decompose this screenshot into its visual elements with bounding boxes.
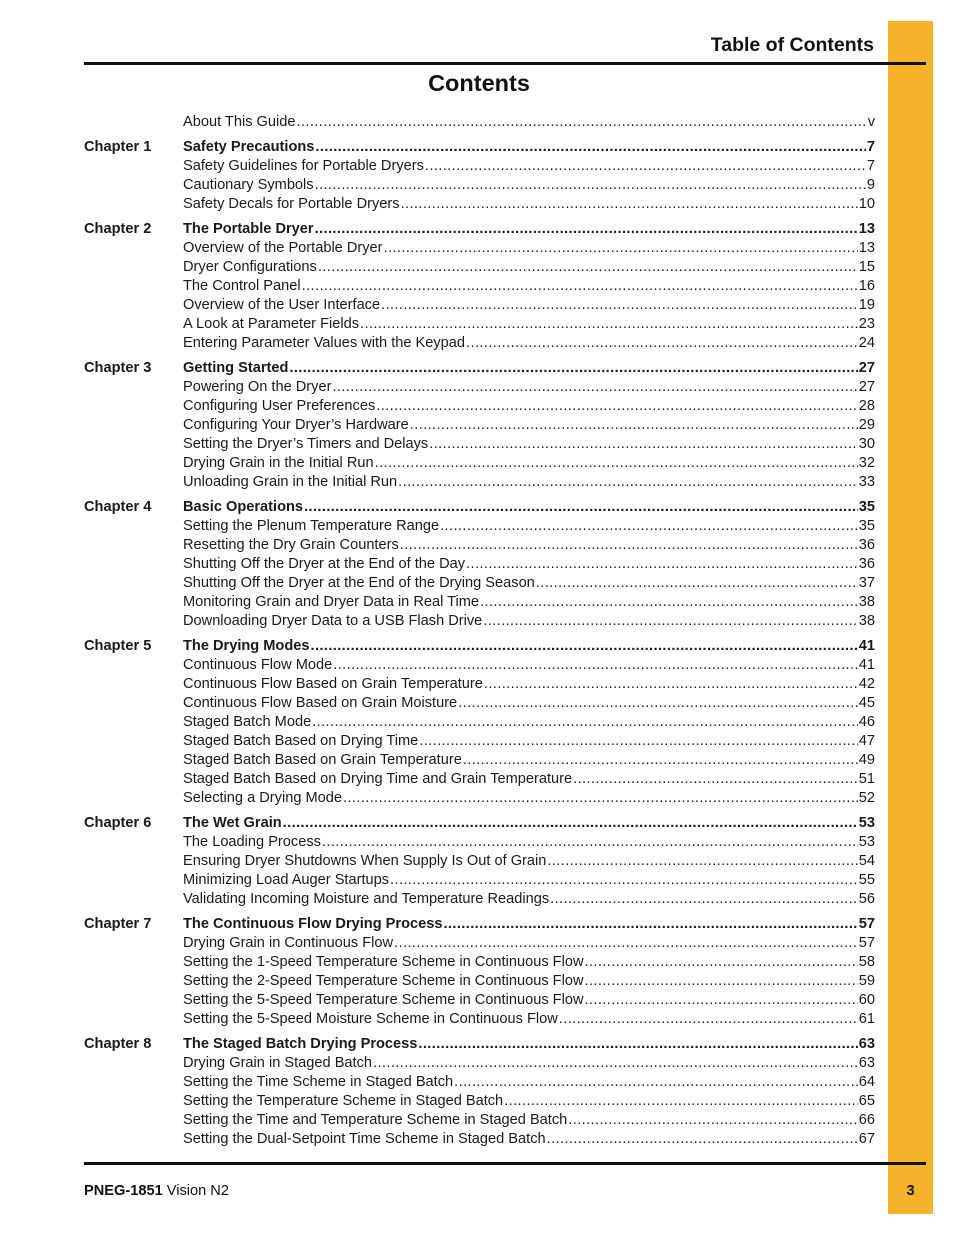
toc-entry[interactable] xyxy=(84,852,875,871)
dot-leader xyxy=(443,915,857,934)
toc-page-number[interactable]: 57 xyxy=(858,916,875,932)
header-divider xyxy=(84,62,926,65)
toc-page-number[interactable]: 27 xyxy=(858,379,875,395)
chapter-number: Chapter 8 xyxy=(84,1036,152,1052)
toc-entry[interactable] xyxy=(84,1111,875,1130)
toc-chapter-entry[interactable] xyxy=(84,1035,875,1054)
dot-leader xyxy=(315,220,858,239)
toc-page-number[interactable]: 61 xyxy=(858,1011,875,1027)
toc-entry[interactable] xyxy=(84,751,875,770)
toc-page-number[interactable]: 57 xyxy=(858,935,875,951)
chapter-number: Chapter 6 xyxy=(84,815,152,831)
toc-entry-title[interactable]: Continuous Flow Based on Grain Moisture xyxy=(183,695,458,711)
toc-line xyxy=(183,498,875,517)
dot-leader xyxy=(484,675,858,694)
toc-page-number[interactable]: 35 xyxy=(858,499,875,515)
toc-line xyxy=(183,113,875,132)
dot-leader xyxy=(312,713,858,732)
toc-entry-title[interactable]: Drying Grain in the Initial Run xyxy=(183,455,374,471)
toc-line xyxy=(183,814,875,833)
toc-page-number[interactable]: 56 xyxy=(858,891,875,907)
dot-leader xyxy=(343,789,858,808)
toc-entry[interactable] xyxy=(84,675,875,694)
toc-entry[interactable] xyxy=(84,953,875,972)
toc-entry-title[interactable]: Cautionary Symbols xyxy=(183,177,314,193)
toc-chapter-entry[interactable] xyxy=(84,359,875,378)
toc-page-number[interactable]: 29 xyxy=(858,417,875,433)
dot-leader xyxy=(289,359,857,378)
dot-leader xyxy=(418,1035,857,1054)
toc-entry-title[interactable]: Ensuring Dryer Shutdowns When Supply Is Out of Grain xyxy=(183,853,547,869)
dot-leader xyxy=(322,833,858,852)
toc-entry-title[interactable]: The Wet Grain xyxy=(183,815,282,831)
dot-leader xyxy=(376,397,858,416)
dot-leader xyxy=(333,656,858,675)
toc-page-number[interactable]: 59 xyxy=(858,973,875,989)
toc-line xyxy=(183,138,875,157)
dot-leader xyxy=(297,113,867,132)
toc-page-number[interactable]: 67 xyxy=(858,1131,875,1147)
toc-line xyxy=(183,454,875,473)
footer-document-id xyxy=(84,1183,229,1199)
toc-line xyxy=(183,852,875,871)
toc-entry-title[interactable]: Setting the Dual-Setpoint Time Scheme in Staged Batch xyxy=(183,1131,546,1147)
toc-line xyxy=(183,1010,875,1029)
toc-page-number[interactable]: 9 xyxy=(866,177,875,193)
toc-entry[interactable] xyxy=(84,871,875,890)
toc-page-number[interactable]: 58 xyxy=(858,954,875,970)
toc-line xyxy=(183,637,875,656)
dot-leader xyxy=(483,612,857,631)
toc-line xyxy=(183,789,875,808)
toc-page-number[interactable]: 60 xyxy=(858,992,875,1008)
toc-line xyxy=(183,473,875,492)
toc-page-number[interactable]: 15 xyxy=(858,259,875,275)
toc-line xyxy=(183,555,875,574)
toc-chapter-entry[interactable] xyxy=(84,637,875,656)
toc-entry[interactable] xyxy=(84,972,875,991)
toc-entry[interactable] xyxy=(84,536,875,555)
toc-entry[interactable] xyxy=(84,555,875,574)
toc-entry-title[interactable]: Safety Guidelines for Portable Dryers xyxy=(183,158,424,174)
toc-line xyxy=(183,435,875,454)
page-title: Contents xyxy=(428,70,530,96)
dot-leader xyxy=(304,498,858,517)
dot-leader xyxy=(419,732,858,751)
dot-leader xyxy=(573,770,858,789)
dot-leader xyxy=(550,890,858,909)
toc-page-number[interactable]: 35 xyxy=(858,518,875,534)
toc-entry-title[interactable]: Powering On the Dryer xyxy=(183,379,332,395)
toc-entry-title[interactable]: Shutting Off the Dryer at the End of the Drying Season xyxy=(183,575,535,591)
toc-line xyxy=(183,315,875,334)
toc-line xyxy=(183,1035,875,1054)
toc-entry-title[interactable]: Overview of the Portable Dryer xyxy=(183,240,383,256)
toc-entry[interactable] xyxy=(84,397,875,416)
toc-entry[interactable] xyxy=(84,1010,875,1029)
toc-entry[interactable] xyxy=(84,416,875,435)
toc-line xyxy=(183,258,875,277)
dot-leader xyxy=(315,138,865,157)
toc-line xyxy=(183,871,875,890)
toc-entry-title[interactable]: The Drying Modes xyxy=(183,638,310,654)
toc-page-number[interactable]: 42 xyxy=(858,676,875,692)
toc-page-number[interactable]: 37 xyxy=(858,575,875,591)
toc-entry-title[interactable]: Unloading Grain in the Initial Run xyxy=(183,474,398,490)
toc-page-number[interactable]: 13 xyxy=(858,221,875,237)
toc-page-number[interactable]: 24 xyxy=(858,335,875,351)
table-of-contents xyxy=(84,113,875,1149)
toc-chapter-entry[interactable] xyxy=(84,498,875,517)
dot-leader xyxy=(584,972,857,991)
toc-line xyxy=(183,157,875,176)
toc-entry-title[interactable]: Getting Started xyxy=(183,360,289,376)
toc-page-number[interactable]: 32 xyxy=(858,455,875,471)
toc-line xyxy=(183,397,875,416)
toc-entry-title[interactable]: Dryer Configurations xyxy=(183,259,317,275)
toc-line xyxy=(183,656,875,675)
dot-leader xyxy=(311,637,858,656)
toc-entry-title[interactable]: Safety Decals for Portable Dryers xyxy=(183,196,400,212)
toc-line xyxy=(183,675,875,694)
toc-entry[interactable] xyxy=(84,713,875,732)
toc-entry-title[interactable]: About This Guide xyxy=(183,114,296,130)
toc-page-number[interactable]: 36 xyxy=(858,556,875,572)
chapter-number: Chapter 4 xyxy=(84,499,152,515)
toc-entry[interactable] xyxy=(84,1073,875,1092)
toc-entry[interactable] xyxy=(84,656,875,675)
toc-page-number[interactable]: 38 xyxy=(858,594,875,610)
toc-page-number[interactable]: 27 xyxy=(858,360,875,376)
toc-entry[interactable] xyxy=(84,1130,875,1149)
toc-entry-title[interactable]: The Staged Batch Drying Process xyxy=(183,1036,418,1052)
dot-leader xyxy=(302,277,858,296)
toc-page-number[interactable]: 13 xyxy=(858,240,875,256)
toc-line xyxy=(183,915,875,934)
dot-leader xyxy=(375,454,858,473)
toc-page-number[interactable]: 53 xyxy=(858,834,875,850)
toc-entry-title[interactable]: Overview of the User Interface xyxy=(183,297,381,313)
toc-line xyxy=(183,176,875,195)
document-name: Vision N2 xyxy=(166,1183,229,1199)
toc-entry[interactable] xyxy=(84,517,875,536)
toc-entry-title[interactable]: Setting the Time Scheme in Staged Batch xyxy=(183,1074,454,1090)
toc-page-number[interactable]: 7 xyxy=(866,158,875,174)
toc-entry-title[interactable]: Drying Grain in Continuous Flow xyxy=(183,935,394,951)
toc-line xyxy=(183,416,875,435)
toc-page-number[interactable]: 52 xyxy=(858,790,875,806)
toc-page-number[interactable]: 16 xyxy=(858,278,875,294)
toc-page-number[interactable]: 7 xyxy=(866,139,875,155)
toc-line xyxy=(183,574,875,593)
dot-leader xyxy=(429,435,858,454)
toc-entry[interactable] xyxy=(84,991,875,1010)
toc-entry[interactable] xyxy=(84,277,875,296)
dot-leader xyxy=(318,258,858,277)
toc-entry[interactable] xyxy=(84,176,875,195)
toc-entry[interactable] xyxy=(84,770,875,789)
toc-entry-title[interactable]: Staged Batch Based on Drying Time and Grain Temperature xyxy=(183,771,573,787)
toc-line xyxy=(183,1092,875,1111)
dot-leader xyxy=(466,555,858,574)
toc-entry-title[interactable]: Setting the 1-Speed Temperature Scheme in Continuous Flow xyxy=(183,954,584,970)
toc-line xyxy=(183,972,875,991)
dot-leader xyxy=(425,157,866,176)
toc-entry[interactable] xyxy=(84,239,875,258)
toc-entry-title[interactable]: The Continuous Flow Drying Process xyxy=(183,916,443,932)
toc-line xyxy=(183,890,875,909)
toc-entry-title[interactable]: Setting the Temperature Scheme in Staged Batch xyxy=(183,1093,504,1109)
section-color-tab xyxy=(888,21,933,1214)
toc-line xyxy=(183,239,875,258)
document-code: PNEG-1851 xyxy=(84,1183,163,1199)
dot-leader xyxy=(559,1010,858,1029)
toc-entry-title[interactable]: Configuring User Preferences xyxy=(183,398,376,414)
toc-entry-title[interactable]: Setting the Plenum Temperature Range xyxy=(183,518,440,534)
toc-line xyxy=(183,732,875,751)
toc-entry[interactable] xyxy=(84,378,875,397)
dot-leader xyxy=(547,852,857,871)
dot-leader xyxy=(480,593,858,612)
toc-entry-title[interactable]: Basic Operations xyxy=(183,499,304,515)
toc-page-number[interactable]: 19 xyxy=(858,297,875,313)
toc-entry[interactable] xyxy=(84,315,875,334)
toc-line xyxy=(183,612,875,631)
chapter-number: Chapter 1 xyxy=(84,139,152,155)
toc-entry-title[interactable]: Safety Precautions xyxy=(183,139,315,155)
dot-leader xyxy=(466,334,858,353)
toc-line xyxy=(183,195,875,214)
toc-entry-title[interactable]: Drying Grain in Staged Batch xyxy=(183,1055,373,1071)
dot-leader xyxy=(458,694,858,713)
toc-line xyxy=(183,220,875,239)
toc-page-number[interactable]: 28 xyxy=(858,398,875,414)
toc-page-number[interactable]: 51 xyxy=(858,771,875,787)
toc-page-number[interactable]: 38 xyxy=(858,613,875,629)
toc-entry[interactable] xyxy=(84,833,875,852)
toc-line xyxy=(183,517,875,536)
dot-leader xyxy=(584,953,857,972)
toc-entry[interactable] xyxy=(84,890,875,909)
toc-entry-title[interactable]: Staged Batch Based on Grain Temperature xyxy=(183,752,462,768)
toc-entry-title[interactable]: Minimizing Load Auger Startups xyxy=(183,872,390,888)
page-number: 3 xyxy=(906,1183,915,1199)
toc-entry-title[interactable]: Staged Batch Mode xyxy=(183,714,312,730)
toc-line xyxy=(183,1054,875,1073)
toc-page-number[interactable]: v xyxy=(867,114,875,130)
toc-page-number[interactable]: 10 xyxy=(858,196,875,212)
toc-line xyxy=(183,277,875,296)
toc-page-number[interactable]: 36 xyxy=(858,537,875,553)
toc-entry-title[interactable]: Staged Batch Based on Drying Time xyxy=(183,733,419,749)
toc-chapter-entry[interactable] xyxy=(84,138,875,157)
toc-entry[interactable] xyxy=(84,435,875,454)
toc-entry-title[interactable]: Setting the 2-Speed Temperature Scheme in Continuous Flow xyxy=(183,973,584,989)
toc-line xyxy=(183,334,875,353)
toc-line xyxy=(183,751,875,770)
toc-page-number[interactable]: 49 xyxy=(858,752,875,768)
toc-line xyxy=(183,1130,875,1149)
dot-leader xyxy=(315,176,866,195)
toc-line xyxy=(183,1073,875,1092)
toc-line xyxy=(183,713,875,732)
toc-line xyxy=(183,934,875,953)
toc-entry-title[interactable]: A Look at Parameter Fields xyxy=(183,316,360,332)
toc-chapter-entry[interactable] xyxy=(84,220,875,239)
toc-entry[interactable] xyxy=(84,694,875,713)
toc-line xyxy=(183,991,875,1010)
toc-entry[interactable] xyxy=(84,195,875,214)
toc-entry-title[interactable]: Shutting Off the Dryer at the End of the Day xyxy=(183,556,466,572)
toc-chapter-entry[interactable] xyxy=(84,814,875,833)
toc-entry-title[interactable]: Validating Incoming Moisture and Temperature Readings xyxy=(183,891,550,907)
dot-leader xyxy=(283,814,858,833)
dot-leader xyxy=(394,934,858,953)
toc-line xyxy=(183,593,875,612)
toc-entry-title[interactable]: The Control Panel xyxy=(183,278,301,294)
dot-leader xyxy=(454,1073,858,1092)
toc-page-number[interactable]: 30 xyxy=(858,436,875,452)
dot-leader xyxy=(401,195,858,214)
toc-page-number[interactable]: 54 xyxy=(858,853,875,869)
toc-line xyxy=(183,378,875,397)
toc-page-number[interactable]: 55 xyxy=(858,872,875,888)
dot-leader xyxy=(384,239,858,258)
toc-line xyxy=(183,536,875,555)
toc-entry[interactable] xyxy=(84,296,875,315)
toc-line xyxy=(183,770,875,789)
toc-entry-title[interactable]: Resetting the Dry Grain Counters xyxy=(183,537,399,553)
dot-leader xyxy=(381,296,858,315)
dot-leader xyxy=(410,416,858,435)
toc-entry-title[interactable]: Monitoring Grain and Dryer Data in Real Time xyxy=(183,594,480,610)
dot-leader xyxy=(547,1130,858,1149)
chapter-number: Chapter 3 xyxy=(84,360,152,376)
toc-entry[interactable] xyxy=(84,612,875,631)
toc-entry[interactable] xyxy=(84,1092,875,1111)
toc-entry-title[interactable]: Selecting a Drying Mode xyxy=(183,790,342,806)
toc-entry[interactable] xyxy=(84,157,875,176)
toc-page-number[interactable]: 23 xyxy=(858,316,875,332)
toc-page-number[interactable]: 41 xyxy=(858,638,875,654)
toc-entry[interactable] xyxy=(84,258,875,277)
toc-entry-title[interactable]: The Loading Process xyxy=(183,834,321,850)
toc-chapter-entry[interactable] xyxy=(84,915,875,934)
dot-leader xyxy=(398,473,858,492)
dot-leader xyxy=(463,751,858,770)
toc-entry-title[interactable]: Configuring Your Dryer’s Hardware xyxy=(183,417,409,433)
toc-entry[interactable] xyxy=(84,454,875,473)
toc-entry[interactable] xyxy=(84,789,875,808)
toc-entry-title[interactable]: Entering Parameter Values with the Keypad xyxy=(183,335,466,351)
dot-leader xyxy=(360,315,858,334)
toc-entry-title[interactable]: The Portable Dryer xyxy=(183,221,314,237)
toc-line xyxy=(183,694,875,713)
chapter-number: Chapter 5 xyxy=(84,638,152,654)
toc-page-number[interactable]: 66 xyxy=(858,1112,875,1128)
toc-entry-title[interactable]: Downloading Dryer Data to a USB Flash Drive xyxy=(183,613,483,629)
toc-line xyxy=(183,833,875,852)
toc-entry[interactable] xyxy=(84,934,875,953)
toc-line xyxy=(183,953,875,972)
toc-entry-title[interactable]: Setting the Dryer’s Timers and Delays xyxy=(183,436,429,452)
toc-entry[interactable] xyxy=(84,1054,875,1073)
toc-page-number[interactable]: 46 xyxy=(858,714,875,730)
toc-entry-title[interactable]: Continuous Flow Based on Grain Temperature xyxy=(183,676,483,692)
dot-leader xyxy=(440,517,858,536)
toc-entry[interactable] xyxy=(84,732,875,751)
toc-page-number[interactable]: 53 xyxy=(858,815,875,831)
dot-leader xyxy=(373,1054,858,1073)
toc-line xyxy=(183,296,875,315)
toc-entry-title[interactable]: Continuous Flow Mode xyxy=(183,657,333,673)
footer-divider xyxy=(84,1162,926,1165)
toc-entry[interactable] xyxy=(84,113,875,132)
toc-line xyxy=(183,359,875,378)
toc-page-number[interactable]: 41 xyxy=(858,657,875,673)
toc-entry-title[interactable]: Setting the 5-Speed Moisture Scheme in Continuous Flow xyxy=(183,1011,558,1027)
toc-line xyxy=(183,1111,875,1130)
dot-leader xyxy=(536,574,858,593)
toc-entry[interactable] xyxy=(84,473,875,492)
dot-leader xyxy=(332,378,857,397)
toc-entry[interactable] xyxy=(84,593,875,612)
toc-page-number[interactable]: 33 xyxy=(858,474,875,490)
toc-entry[interactable] xyxy=(84,574,875,593)
dot-leader xyxy=(584,991,857,1010)
dot-leader xyxy=(400,536,858,555)
toc-page-number[interactable]: 63 xyxy=(858,1055,875,1071)
dot-leader xyxy=(568,1111,858,1130)
toc-page-number[interactable]: 45 xyxy=(858,695,875,711)
dot-leader xyxy=(390,871,858,890)
toc-entry-title[interactable]: Setting the 5-Speed Temperature Scheme in Continuous Flow xyxy=(183,992,584,1008)
toc-page-number[interactable]: 64 xyxy=(858,1074,875,1090)
toc-page-number[interactable]: 63 xyxy=(858,1036,875,1052)
toc-page-number[interactable]: 47 xyxy=(858,733,875,749)
section-title: Table of Contents xyxy=(710,34,874,56)
chapter-number: Chapter 2 xyxy=(84,221,152,237)
chapter-number: Chapter 7 xyxy=(84,916,152,932)
toc-entry-title[interactable]: Setting the Time and Temperature Scheme in Staged Batch xyxy=(183,1112,568,1128)
toc-entry[interactable] xyxy=(84,334,875,353)
dot-leader xyxy=(504,1092,858,1111)
toc-page-number[interactable]: 65 xyxy=(858,1093,875,1109)
